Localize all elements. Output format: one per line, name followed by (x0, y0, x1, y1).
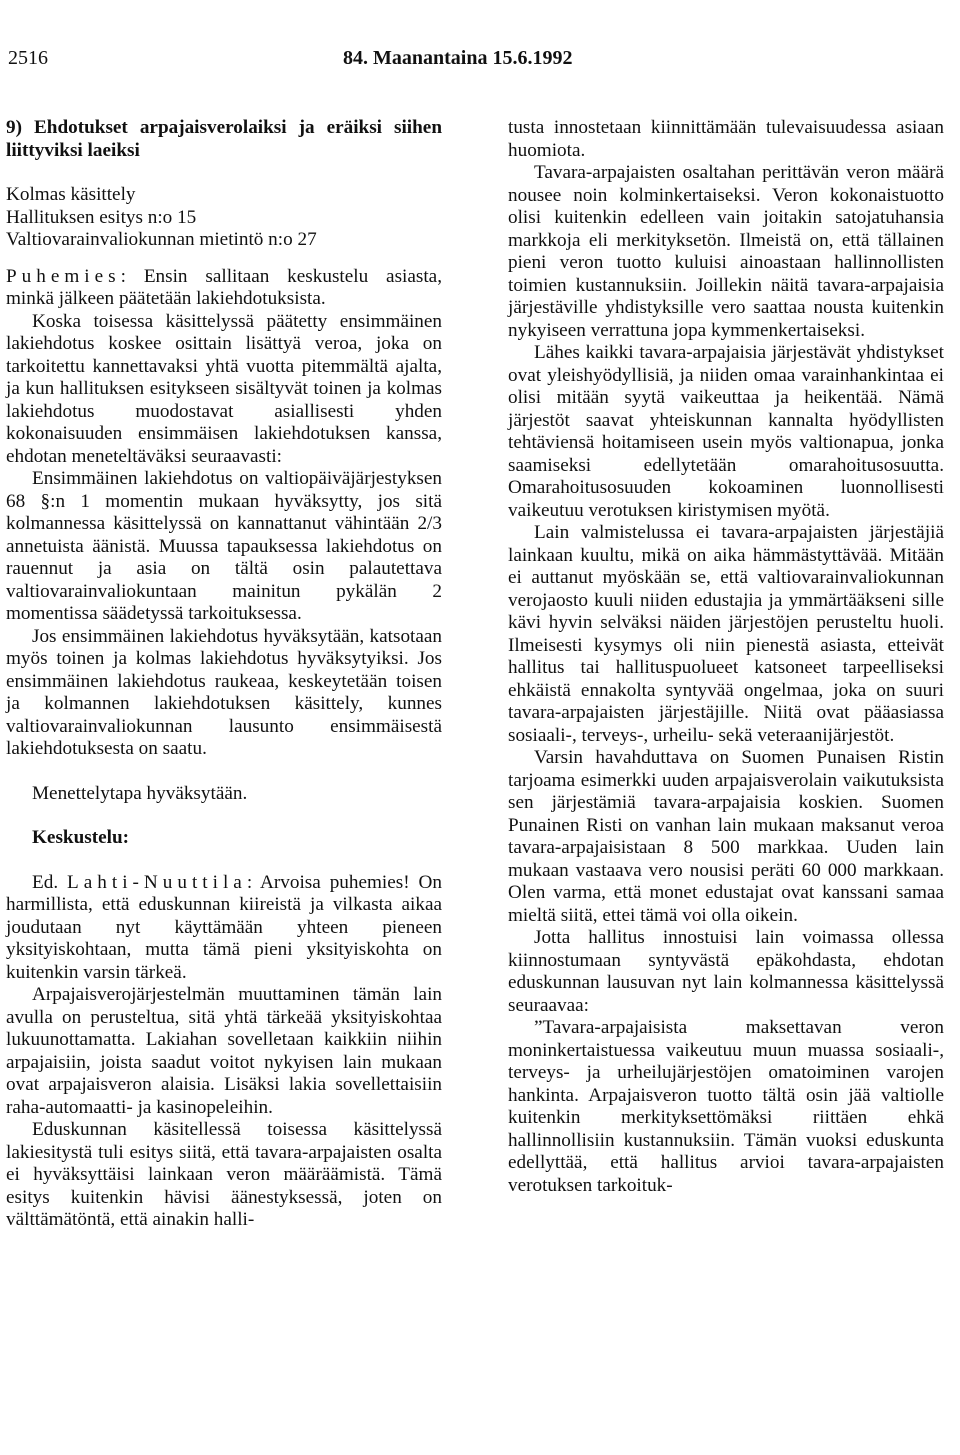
paragraph: Koska toisessa käsittelyssä päätetty ensimmäinen lakiehdotus koskee osittain lisättyä veroa, joka on tarkoitettu kannettavaksi yhtä vuotta pitemmältä ajalta, ja kun hallituksen esitykseen sisältyvät toinen ja kolmas lakiehdotus muodostavat asiallisesti yhden kokonaisuuden ensimmäisen lakiehdotuksen kanssa, ehdotan meneteltäväksi seuraavasti: (6, 310, 442, 467)
speech-opening (6, 872, 442, 985)
right-column (508, 117, 944, 1197)
paragraph: Eduskunnan käsitellessä toisessa käsittelyssä lakiesitystä tuli esitys siitä, että tavara-arpajaisten osalta ei hyväksyttäisi lainkaan veron määräämistä. Tämä esitys kuitenkin hävisi äänestyksessä, joten on välttämätöntä, että ainakin halli- (6, 1119, 442, 1230)
paragraph: Varsin havahduttava on Suomen Punaisen Ristin tarjoama esimerkki uuden arpajaisverolain vaikutuksista sen järjestämiä tavara-arpajaisia koskien. Suomen Punainen Risti on vanhan lain mukaan maksanut veroa tavara-arpajaisistaan 8 500 markkaa. Uuden lain mukaan vastaava vero nousisi peräti 60 000 markkaan. Olen varma, että monet edustajat ovat kanssani samaa mieltä siitä, ettei tämä voi olla oikein. (508, 747, 944, 926)
chairman-speech: : Ensin sallitaan keskustelu asiasta, minkä jälkeen päätetään lakiehdotuksista. (6, 265, 442, 309)
discussion-heading: Keskustelu: (32, 827, 130, 848)
session-date: 84. Maanantaina 15.6.1992 (343, 47, 573, 69)
paragraph: ”Tavara-arpajaisista maksettavan veron moninkertaistuessa vaikeutuu muun muassa sosiaali-, terveys- ja urheilujärjestöjen omatoiminen varojen hankinta. Arpajaisveron tuotto tältä osin jää valtiolle kuitenkin merkityksettömäksi riittäen ehkä hallinnollisiin kustannuksiin. Tämän vuoksi eduskunta edellyttää, että hallitus arvioi tavara-arpajaisten verotuksen tarkoituk- (508, 1017, 944, 1196)
paragraph: Lähes kaikki tavara-arpajaisia järjestävät yhdistykset ovat yleishyödyllisiä, ja niiden omaa varainhankintaa ei olisi mitään syytä vaikeuttaa ja heikentää. Nämä järjestöt saavat yhteiskunnan kannalta hyödyllisten tehtäviensä hoitamiseen usein myös valtionapua, jonka saamiseksi edellytetään omarahoitusosuutta. Omarahoitusosuuden kokoaminen luonnollisesti vaikeutuu verotuksen kiristymisen myötä. (508, 342, 944, 521)
reading-stage: Kolmas käsittely (6, 184, 136, 205)
section-heading: 9) Ehdotukset arpajaisverolaiksi ja eräiksi siihen liittyviksi laeiksi (6, 117, 442, 161)
left-column (6, 117, 442, 1232)
speaker-name: Lahti-Nuuttila (67, 871, 247, 893)
paragraph: Arpajaisverojärjestelmän muuttaminen tämän lain avulla on perusteltua, sitä yhtä tärkeää yksityiskohtaa lukuunottamatta. Lakiahan sovelletaan kaikkiin niihin arpajaisiin, joista saadut voitot nykyisen lain mukaan ovat arpajaisveron alaisia. Lisäksi lakia sovellettaisiin raha-automaatti- ja kasinopeleihin. (6, 984, 442, 1118)
paragraph: Jotta hallitus innostuisi lain voimassa ollessa kiinnostumaan syntyvästä epäkohdasta, ehdotan eduskunnan lausuvan nyt lain kolmannessa käsittelyssä seuraavaa: (508, 927, 944, 1016)
paragraph: tusta innostetaan kiinnittämään tulevaisuudessa asiaan huomiota. (508, 117, 944, 161)
chairman-statement (6, 266, 442, 311)
speech-text: : Arvoisa puhemies! On harmillista, että eduskunnan kiireistä ja vilkasta aikaa joudutaan nyt käyttämään yhteen pieneen yksityiskohtaan, mutta tämä pieni yksityiskohta on kuitenkin varsin tärkeä. (6, 871, 442, 983)
procedure-approved: Menettelytapa hyväksytään. (32, 782, 248, 804)
committee-report-reference: Valtiovarainvaliokunnan mietintö n:o 27 (6, 229, 317, 250)
paragraph: Lain valmistelussa ei tavara-arpajaisten järjestäjiä lainkaan kuultu, mikä on aika hämmästyttävää. Mitään ei auttanut myöskään se, että valtiovarainvaliokunnan verojaosto kuuli niiden edustajia ja ymmärtääkseni sille kävi hyvin selväksi näiden järjestöjen perusteltu huoli. Ilmeisesti kysymys oli niin pienestä asiasta, etteivät hallitus tai hallituspuolueet katsoneet tarpeelliseksi ehkäistä ennakolta syntyvää ongelmaa, joka on suuri tavara-arpajaisten järjestäjille. Niitä ovat pääasiassa sosiaali-, terveys-, urheilu- sekä veteraanijärjestöt. (508, 522, 944, 746)
paragraph: Jos ensimmäinen lakiehdotus hyväksytään, katsotaan myös toinen ja kolmas lakiehdotus hyväksytyiksi. Jos ensimmäinen lakiehdotus raukeaa, keskeytetään toisen ja kolmannen lakiehdotuksen käsittely, kunnes valtiovarainvaliokunnan lausunto ensimmäisestä lakiehdotuksesta on saatu. (6, 625, 442, 759)
chairman-name: Puhemies (6, 265, 121, 287)
paragraph: Ensimmäinen lakiehdotus on valtiopäiväjärjestyksen 68 §:n 1 momentin mukaan hyväksytty, jos sitä kolmannessa käsittelyssä on kannattanut vähintään 2/3 annetuista äänistä. Muussa tapauksessa lakiehdotus on rauennut ja asia on tältä osin palautettava valtiovarainvaliokuntaan mainitun pykälän 2 momentissa säädetyssä tarkoituksessa. (6, 468, 442, 624)
bill-reference: Hallituksen esitys n:o 15 (6, 206, 197, 228)
paragraph: Tavara-arpajaisten osaltahan perittävän veron määrä nousee noin kolminkertaiseksi. Veron kokonaistuotto olisi kuitenkin edelleen vain joitakin satojatuhansia markkoja eli merkityksetön. Ilmeistä on, että tällainen pieni veron tuotto kuluisi ainoastaan hallinnollisten toimien kustannuksiin. Joillekin näitä tavara-arpajaisia järjestäville yhdistyksille vero saattaa nousta kuitenkin nykyiseen verrattuna jopa kymmenkertaiseksi. (508, 162, 944, 341)
speaker-prefix: Ed. (32, 871, 59, 893)
page-number: 2516 (8, 47, 48, 69)
